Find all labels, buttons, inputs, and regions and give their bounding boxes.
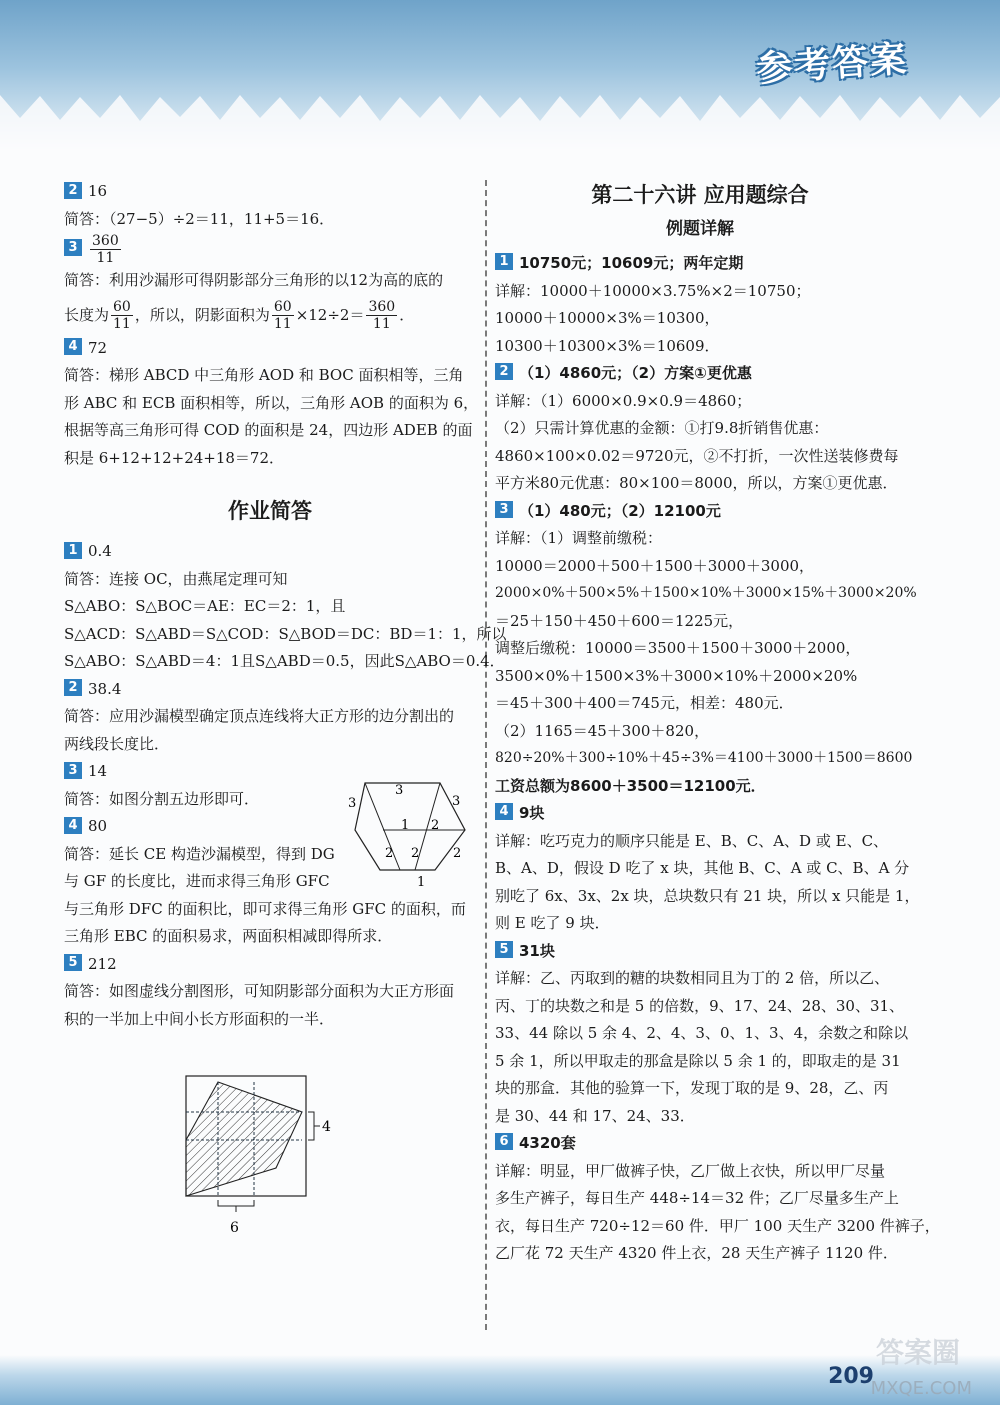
homework-4-line: 与 GF 的长度比，进而求得三角形 GFC bbox=[64, 872, 330, 890]
right-column bbox=[495, 178, 940, 1268]
fraction: $\frac{360}{11}$ bbox=[368, 299, 396, 332]
figure-label: 2 bbox=[411, 846, 420, 861]
number-badge: 4 bbox=[495, 803, 513, 820]
pentagon-figure bbox=[345, 775, 475, 895]
example-2-line: 详解：（1）6000×0.9×0.9＝4860； bbox=[495, 391, 752, 410]
example-6-line: 多生产裤子，每日生产 448÷14＝32 件；乙厂尽量多生产上 bbox=[495, 1189, 899, 1207]
answer-4-line: 形 ABC 和 ECB 面积相等，所以，三角形 AOB 的面积为 6， bbox=[64, 393, 479, 412]
example-4-line: B、A、D，假设 D 吃了 x 块，其他 B、C、A 或 C、B、A 分 bbox=[495, 859, 910, 877]
example-4-line: 详解：吃巧克力的顺序只能是 E、B、C、A、D 或 E、C、 bbox=[495, 831, 889, 850]
figure-label: 1 bbox=[417, 875, 426, 890]
example-4-line: 则 E 吃了 9 块． bbox=[495, 914, 610, 932]
number-badge: 3 bbox=[64, 239, 82, 256]
number-badge: 3 bbox=[495, 501, 513, 518]
number-badge: 5 bbox=[495, 941, 513, 958]
example-5-line: 33、44 除以 5 余 4、2、4、3、0、1、3、4，余数之和除以 bbox=[495, 1024, 909, 1042]
figure-label: 3 bbox=[452, 794, 461, 809]
example-4-head: 4 9块 bbox=[495, 800, 905, 828]
example-3-line: 调整后缴税：10000＝3500＋1500＋3000＋2000， bbox=[495, 639, 861, 657]
example-3-line: ＝45＋300＋400＝745元，相差：480元． bbox=[495, 694, 794, 712]
figure-label: 2 bbox=[385, 846, 394, 861]
homework-1-line: S△ABO：S△ABD＝4：1且S△ABD＝0.5，因此S△ABO＝0.4． bbox=[64, 652, 505, 670]
figure-label: 1 bbox=[401, 818, 410, 833]
fraction: $\frac{360}{11}$ bbox=[92, 233, 119, 266]
number-badge: 2 bbox=[495, 363, 513, 380]
example-3-head: 3 （1）480元；（2）12100元 bbox=[495, 498, 905, 526]
example-5-line: 是 30、44 和 17、24、33． bbox=[495, 1106, 695, 1125]
figure-label: 3 bbox=[348, 796, 357, 811]
example-3-line: 10000＝2000＋500＋1500＋3000＋3000， bbox=[495, 556, 815, 575]
watermark-text: MXQE.COM bbox=[870, 1378, 972, 1399]
figure-label: 2 bbox=[453, 846, 462, 861]
answer-3-body-a: 简答：利用沙漏形可得阴影部分三角形的以12为高的底的 bbox=[64, 271, 444, 289]
left-column bbox=[64, 178, 507, 1033]
example-6-line: 详解：明显，甲厂做裤子快，乙厂做上衣快，所以甲厂尽量 bbox=[495, 1161, 886, 1180]
answer-4-line: 积是 6+12+12+24+18＝72． bbox=[64, 448, 285, 467]
homework-2-line: 简答：应用沙漏模型确定顶点连线将大正方形的边分割出的 bbox=[64, 707, 455, 725]
example-3-line: 3500×0%＋1500×3%＋3000×10%＋2000×20% bbox=[495, 666, 858, 685]
answer-2-head bbox=[64, 178, 476, 206]
example-1-line: 详解：10000＋10000×3.75%×2＝10750； bbox=[495, 281, 811, 300]
homework-1-line: S△ACD：S△ABD＝S△COD：S△BOD＝DC：BD＝1：1，所以 bbox=[64, 624, 507, 643]
example-3-line: 工资总额为8600＋3500＝12100元． bbox=[495, 776, 766, 795]
section-subtitle: 例题详解 bbox=[666, 219, 734, 239]
page-number: 209 bbox=[828, 1364, 874, 1389]
homework-5-head: 5 212 bbox=[64, 951, 476, 979]
example-5-line: 丙、丁的块数之和是 5 的倍数，9、17、24、28、30、31、 bbox=[495, 996, 905, 1015]
homework-2-line: 两线段长度比． bbox=[64, 734, 170, 753]
example-2-line: （2）只需计算优惠的金额：①打9.8折销售优惠： bbox=[495, 419, 829, 437]
homework-4-head: 4 80 bbox=[64, 813, 476, 841]
number-badge: 3 bbox=[64, 762, 82, 779]
example-3-line: 详解：（1）调整前缴税： bbox=[495, 529, 663, 547]
example-3-line: （2）1165＝45＋300＋820， bbox=[495, 721, 710, 740]
example-2-head: 2 （1）4860元；（2）方案①更优惠 bbox=[495, 360, 905, 388]
number-badge: 4 bbox=[64, 817, 82, 834]
homework-3-head: 3 14 bbox=[64, 758, 476, 786]
homework-4-line: 与三角形 DFC 的面积比，即可求得三角形 GFC 的面积，而 bbox=[64, 899, 466, 918]
example-3-line: 820÷20%＋300÷10%＋45÷3%＝4100＋3000＋1500＝8600 bbox=[495, 750, 913, 766]
homework-5-line: 积的一半加上中间小长方形面积的一半． bbox=[64, 1009, 335, 1028]
figure-label: 3 bbox=[395, 783, 404, 798]
answer-4-line: 简答：梯形 ABCD 中三角形 AOD 和 BOC 面积相等，三角 bbox=[64, 366, 464, 384]
example-3-line: ＝25＋150＋450＋600＝1225元， bbox=[495, 611, 744, 630]
example-1-line: 10000＋10000×3%＝10300， bbox=[495, 309, 720, 327]
example-2-line: 4860×100×0.02＝9720元，②不打折，一次性送装修费每 bbox=[495, 446, 899, 465]
homework-2-head: 2 38.4 bbox=[64, 676, 476, 704]
number-badge: 1 bbox=[64, 542, 82, 559]
example-6-line: 乙厂花 72 天生产 4320 件上衣，28 天生产裤子 1120 件． bbox=[495, 1244, 898, 1262]
example-2-line: 平方米80元优惠：80×100＝8000，所以，方案①更优惠． bbox=[495, 474, 898, 492]
example-5-line: 5 余 1，所以甲取走的那盒是除以 5 余 1 的，即取走的是 31 bbox=[495, 1051, 901, 1070]
homework-1-head: 1 0.4 bbox=[64, 538, 476, 566]
example-4-line: 别吃了 6x、3x、2x 块，总块数只有 21 块，所以 x 只能是 1， bbox=[495, 886, 920, 905]
fraction: $\frac{60}{11}$ bbox=[113, 299, 131, 332]
homework-3-line: 简答：如图分割五边形即可． bbox=[64, 789, 260, 808]
number-badge: 2 bbox=[64, 182, 82, 199]
homework-1-line: 简答：连接 OC，由燕尾定理可知 bbox=[64, 569, 288, 588]
number-badge: 5 bbox=[64, 954, 82, 971]
fraction: $\frac{60}{11}$ bbox=[273, 299, 292, 332]
homework-5-line: 简答：如图虚线分割图形，可知阴影部分面积为大正方形面 bbox=[64, 982, 455, 1000]
homework-title: 作业简答 bbox=[228, 499, 312, 523]
example-3-line: 2000×0%＋500×5%＋1500×10%＋3000×15%＋3000×20% bbox=[495, 585, 917, 601]
example-6-head: 6 4320套 bbox=[495, 1130, 905, 1158]
figure-label: 6 bbox=[230, 1220, 239, 1236]
homework-4-line: 简答：延长 CE 构造沙漏模型，得到 DG bbox=[64, 844, 335, 863]
example-5-line: 详解：乙、丙取到的糖的块数相同且为丁的 2 倍，所以乙、 bbox=[495, 969, 890, 987]
answer-3-body-b: 长度为 $\frac{60}{11}$ ，所以，阴影面积为 $\frac{60}{11}$ ×12÷2＝ $\frac{360}{11}$ ． bbox=[64, 299, 415, 332]
answer-value: 16 bbox=[88, 182, 108, 200]
number-badge: 1 bbox=[495, 253, 513, 270]
example-1-line: 10300＋10300×3%＝10609． bbox=[495, 336, 720, 355]
figure-label: 4 bbox=[322, 1119, 331, 1135]
answer-4-line: 根据等高三角形可得 COD 的面积是 24，四边形 ADEB 的面 bbox=[64, 421, 473, 439]
answer-2-body: 简答：（27−5）÷2＝11，11+5＝16． bbox=[64, 209, 335, 228]
answer-3-head bbox=[64, 233, 476, 267]
number-badge: 2 bbox=[64, 679, 82, 696]
number-badge: 6 bbox=[495, 1133, 513, 1150]
example-1-head: 1 10750元；10609元；两年定期 bbox=[495, 250, 905, 278]
column-divider bbox=[485, 180, 487, 1330]
number-badge: 4 bbox=[64, 338, 82, 355]
lecture-title: 第二十六讲 应用题综合 bbox=[591, 183, 809, 207]
figure-label: 2 bbox=[431, 818, 440, 833]
page-header bbox=[0, 0, 1000, 150]
homework-4-line: 三角形 EBC 的面积易求，两面积相减即得所求． bbox=[64, 927, 393, 945]
answer-4-head: 4 72 bbox=[64, 335, 476, 363]
square-figure bbox=[180, 1068, 340, 1238]
example-5-line: 块的那盒．其他的验算一下，发现丁取的是 9、28，乙、丙 bbox=[495, 1079, 889, 1097]
watermark-logo: 答案圈 bbox=[875, 1336, 960, 1369]
example-5-head: 5 31块 bbox=[495, 938, 905, 966]
brand-title: 参考答案 bbox=[754, 38, 910, 91]
example-6-line: 衣，每日生产 720÷12＝60 件．甲厂 100 天生产 3200 件裤子， bbox=[495, 1216, 940, 1235]
homework-1-line: S△ABO：S△BOC＝AE：EC＝2：1，且 bbox=[64, 597, 346, 615]
